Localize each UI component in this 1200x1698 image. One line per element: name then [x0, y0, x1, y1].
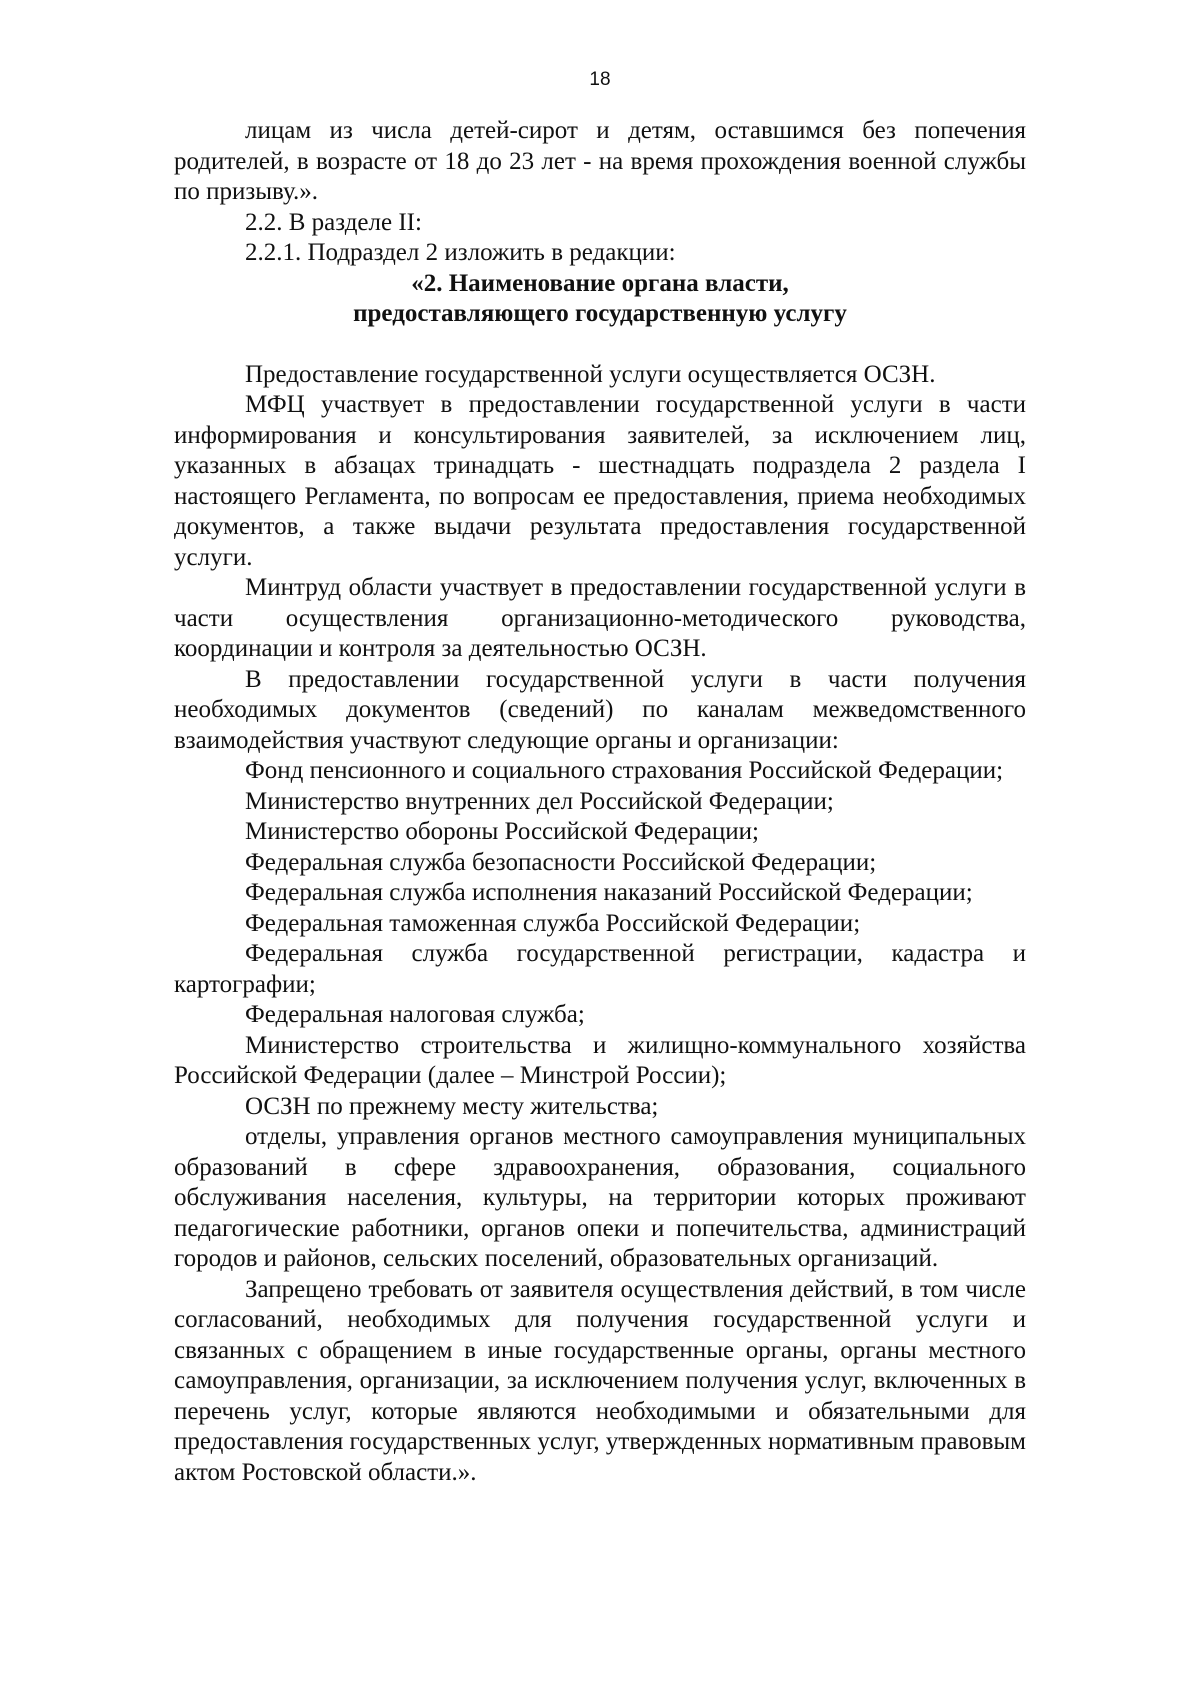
paragraph-interagency: В предоставлении государственной услуги в части получения необходимых документов (сведений) по каналам межведомственного взаимодействия участвуют следующие органы и организации: — [174, 665, 1026, 754]
paragraph-mintrud: Минтруд области участвует в предоставлении государственной услуги в части осуществления организационно-методического руководства, координации и контроля за деятельностью ОСЗН. — [174, 574, 1026, 662]
section-heading-line-1: «2. Наименование органа власти, — [411, 269, 789, 297]
page-number: 18 — [589, 69, 611, 90]
list-item-local-authorities: отделы, управления органов местного самоуправления муниципальных образований в сфере здравоохранения, образования, социального обслуживания населения, культуры, на территории которых проживают педагогические работники, органов опеки и попечительства, администраций городов и районов, сельских поселений, образовательных организаций. — [174, 1123, 1026, 1272]
list-item-fsin: Федеральная служба исполнения наказаний Российской Федерации; — [245, 879, 973, 906]
list-item-pension-fund: Фонд пенсионного и социального страхования Российской Федерации; — [245, 757, 1004, 784]
list-item-mvd: Министерство внутренних дел Российской Федерации; — [245, 787, 834, 815]
list-item-rosreestr: Федеральная служба государственной регистрации, кадастра и картографии; — [174, 940, 1026, 998]
paragraph-mfc: МФЦ участвует в предоставлении государственной услуги в части информирования и консультирования заявителей, за исключением лиц, указанных в абзацах тринадцать - шестнадцать подраздела 2 раздела I настоящего Регламента, по вопросам ее предоставления, приема необходимых документов, а также выдачи результата предоставления государственной услуги. — [174, 391, 1026, 571]
list-item-defense: Министерство обороны Российской Федерации; — [245, 818, 760, 845]
list-item-previous-oszn: ОСЗН по прежнему месту жительства; — [245, 1092, 659, 1120]
blank-line — [174, 330, 1026, 360]
paragraph-prohibition: Запрещено требовать от заявителя осуществления действий, в том числе согласований, необходимых для получения государственной услуги и связанных с обращением в иные государственные органы, органы местного самоуправления, организации, за исключением получения услуг, включенных в перечень услуг, которые являются необходимыми и обязательными для предоставления государственных услуг, утвержденных нормативным правовым актом Ростовской области.». — [174, 1275, 1026, 1486]
list-item-fsb: Федеральная служба безопасности Российской Федерации; — [245, 848, 877, 876]
list-item-tax: Федеральная налоговая служба; — [245, 1001, 585, 1028]
list-item-minstroy: Министерство строительства и жилищно-коммунального хозяйства Российской Федерации (далее – Минстрой России); — [174, 1031, 1026, 1089]
paragraph-continuation: лицам из числа детей-сирот и детям, оставшимся без попечения родителей, в возрасте от 18 до 23 лет - на время прохождения военной службы по призыву.». — [174, 117, 1026, 205]
paragraph-subsection-2-2-1: 2.2.1. Подраздел 2 изложить в редакции: — [245, 239, 676, 266]
section-heading-line-2: предоставляющего государственную услугу — [353, 300, 847, 327]
paragraph-section-2-2: 2.2. В разделе II: — [245, 208, 422, 236]
paragraph-oszn: Предоставление государственной услуги осуществляется ОСЗН. — [245, 360, 936, 388]
document-body — [174, 116, 1026, 1488]
list-item-customs: Федеральная таможенная служба Российской Федерации; — [245, 909, 861, 937]
